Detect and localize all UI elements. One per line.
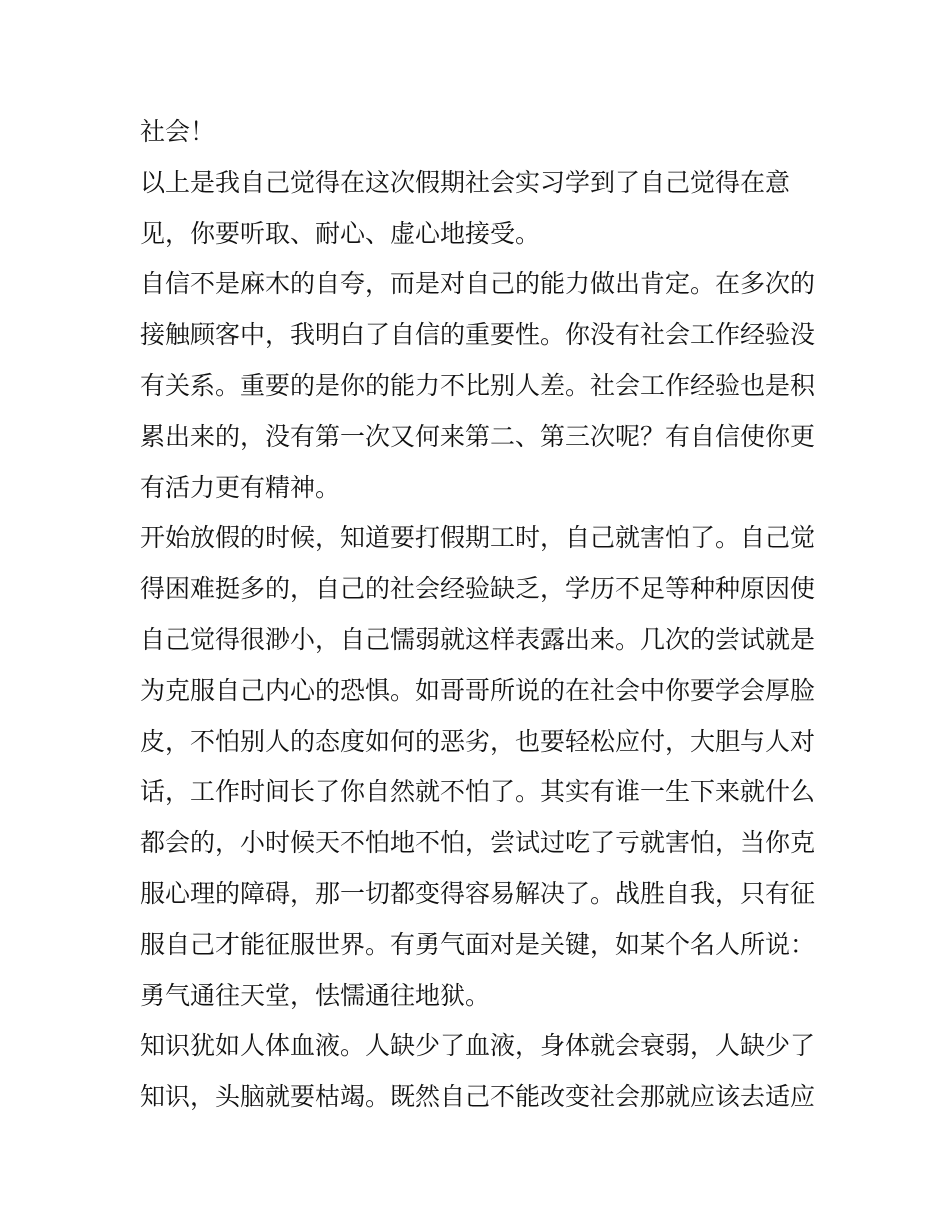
text-line-5: 接触顾客中，我明白了自信的重要性。你没有社会工作经验没 — [140, 320, 816, 350]
text-line-15: 都会的，小时候天不怕地不怕，尝试过吃了亏就害怕，当你克 — [140, 828, 816, 858]
text-line-12: 为克服自己内心的恐惧。如哥哥所说的在社会中你要学会厚脸 — [140, 675, 816, 705]
text-line-11: 自己觉得很渺小，自己懦弱就这样表露出来。几次的尝试就是 — [140, 624, 816, 654]
document-body — [140, 107, 820, 1123]
text-line-4: 自信不是麻木的自夸，而是对自己的能力做出肯定。在多次的 — [140, 269, 816, 299]
text-line-3: 见，你要听取、耐心、虚心地接受。 — [140, 218, 541, 248]
text-line-16: 服心理的障碍，那一切都变得容易解决了。战胜自我，只有征 — [140, 878, 816, 908]
text-line-17: 服自己才能征服世界。有勇气面对是关键，如某个名人所说： — [140, 929, 816, 959]
text-line-14: 话，工作时间长了你自然就不怕了。其实有谁一生下来就什么 — [140, 777, 816, 807]
text-line-1: 社会！ — [140, 117, 216, 146]
text-line-20: 知识，头脑就要枯竭。既然自己不能改变社会那就应该去适应 — [140, 1082, 816, 1112]
text-line-19: 知识犹如人体血液。人缺少了血液，身体就会衰弱，人缺少了 — [140, 1031, 816, 1061]
text-line-13: 皮，不怕别人的态度如何的恶劣，也要轻松应付，大胆与人对 — [140, 726, 816, 756]
text-line-6: 有关系。重要的是你的能力不比别人差。社会工作经验也是积 — [140, 370, 816, 400]
text-line-8: 有活力更有精神。 — [140, 472, 341, 502]
text-line-18: 勇气通往天堂，怯懦通往地狱。 — [140, 980, 491, 1010]
text-line-9: 开始放假的时候，知道要打假期工时，自己就害怕了。自己觉 — [140, 523, 816, 553]
text-line-10: 得困难挺多的，自己的社会经验缺乏，学历不足等种种原因使 — [140, 574, 816, 604]
text-line-7: 累出来的，没有第一次又何来第二、第三次呢？有自信使你更 — [140, 421, 816, 451]
text-line-2: 以上是我自己觉得在这次假期社会实习学到了自己觉得在意 — [140, 167, 791, 197]
